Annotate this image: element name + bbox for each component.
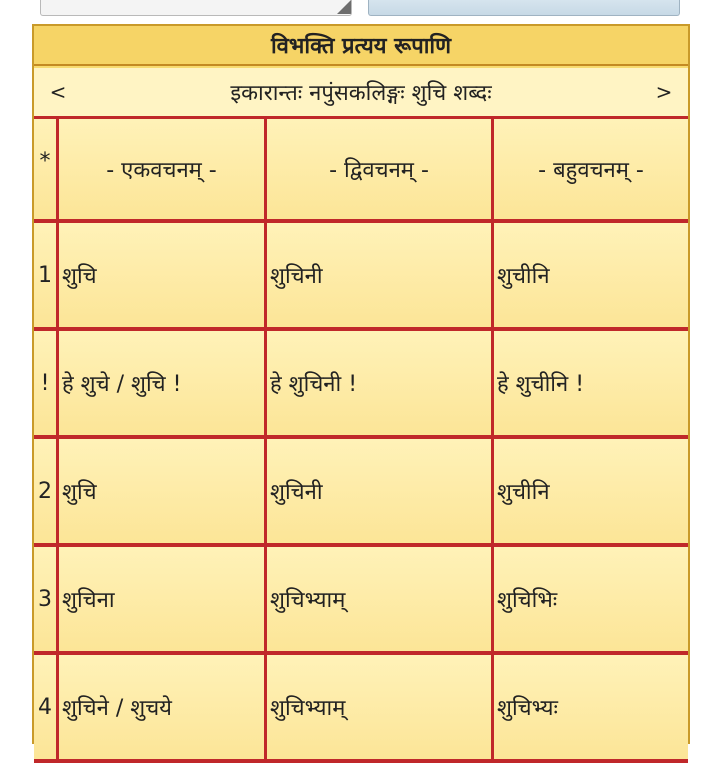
plural-form: शुचिभिः xyxy=(497,588,558,613)
dual-form: शुचिभ्याम् xyxy=(267,547,494,651)
top-strip xyxy=(0,0,720,20)
case-marker: 4 xyxy=(34,655,59,759)
header-dual: - द्विवचनम् - xyxy=(267,119,494,219)
previous-card[interactable] xyxy=(40,0,352,16)
case-marker: 3 xyxy=(34,547,59,651)
page-title: विभक्ति प्रत्यय रूपाणि xyxy=(34,26,688,66)
next-card[interactable] xyxy=(368,0,680,16)
table-row xyxy=(34,223,688,331)
case-marker: ! xyxy=(34,331,59,435)
singular-form: शुचि xyxy=(59,439,267,543)
table-row xyxy=(34,439,688,547)
table-row xyxy=(34,547,688,655)
declension-panel xyxy=(32,24,690,744)
prev-word-button[interactable]: < xyxy=(49,80,67,104)
case-marker: 1 xyxy=(34,223,59,327)
header-plural: - बहुवचनम् - xyxy=(538,158,644,183)
dual-form: शुचिनी xyxy=(267,223,494,327)
plural-form: शुचिभ्यः xyxy=(497,696,558,721)
card-corner-icon xyxy=(337,0,351,14)
singular-form: शुचि xyxy=(59,223,267,327)
table-header-row xyxy=(34,119,688,223)
word-title: इकारान्तः नपुंसकलिङ्गः शुचि शब्दः xyxy=(230,81,492,106)
next-word-button[interactable]: > xyxy=(655,80,673,104)
word-nav-bar xyxy=(34,68,688,116)
dual-form: शुचिनी xyxy=(267,439,494,543)
dual-form: शुचिभ्याम् xyxy=(267,655,494,759)
plural-form: हे शुचीनि ! xyxy=(497,372,585,397)
singular-form: शुचिने / शुचये xyxy=(59,655,267,759)
table-row xyxy=(34,331,688,439)
case-marker: 2 xyxy=(34,439,59,543)
singular-form: शुचिना xyxy=(59,547,267,651)
plural-form: शुचीनि xyxy=(497,264,550,289)
header-singular: - एकवचनम् - xyxy=(59,119,267,219)
declension-table xyxy=(34,116,688,763)
singular-form: हे शुचे / शुचि ! xyxy=(59,331,267,435)
table-row xyxy=(34,655,688,763)
dual-form: हे शुचिनी ! xyxy=(267,331,494,435)
header-marker: * xyxy=(34,119,59,219)
plural-form: शुचीनि xyxy=(497,480,550,505)
